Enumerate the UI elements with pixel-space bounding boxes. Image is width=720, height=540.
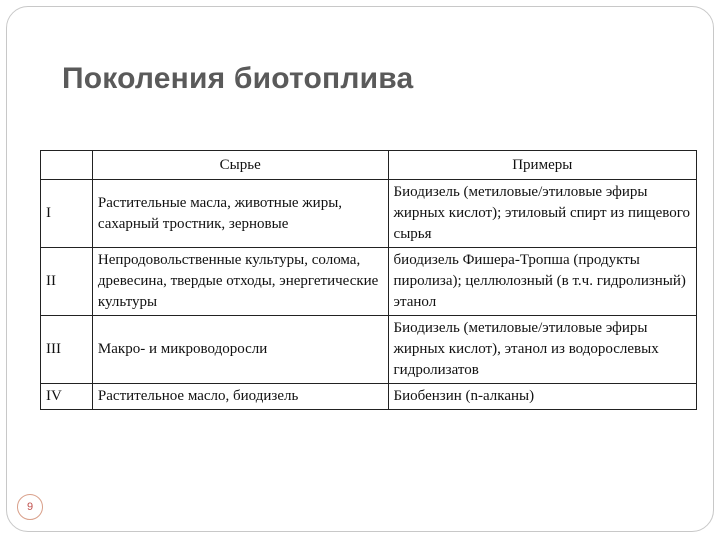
page-number-badge	[17, 494, 43, 520]
examples-cell: Биодизель (метиловые/этиловые эфиры жирных кислот); этиловый спирт из пищевого сырья	[388, 180, 696, 248]
feedstock-cell: Растительное масло, биодизель	[92, 384, 388, 410]
generation-cell: IV	[41, 384, 93, 410]
header-generation	[41, 151, 93, 180]
header-feedstock: Сырье	[92, 151, 388, 180]
table-row	[41, 180, 697, 248]
header-examples: Примеры	[388, 151, 696, 180]
biofuel-generations-table	[40, 150, 697, 410]
generation-cell: I	[41, 180, 93, 248]
feedstock-cell: Макро- и микроводоросли	[92, 316, 388, 384]
feedstock-cell: Растительные масла, животные жиры, сахарный тростник, зерновые	[92, 180, 388, 248]
table-row	[41, 316, 697, 384]
table-row	[41, 384, 697, 410]
generation-cell: II	[41, 248, 93, 316]
examples-cell: Биодизель (метиловые/этиловые эфиры жирных кислот), этанол из водорослевых гидролизатов	[388, 316, 696, 384]
table-header-row	[41, 151, 697, 180]
feedstock-cell: Непродовольственные культуры, солома, древесина, твердые отходы, энергетические культуры	[92, 248, 388, 316]
table-row	[41, 248, 697, 316]
page-number: 9	[26, 501, 34, 513]
examples-cell: биодизель Фишера-Тропша (продукты пиролиза); целлюлозный (в т.ч. гидролизный) этанол	[388, 248, 696, 316]
slide-title: Поколения биотоплива	[62, 62, 414, 95]
examples-cell: Биобензин (n-алканы)	[388, 384, 696, 410]
generation-cell: III	[41, 316, 93, 384]
